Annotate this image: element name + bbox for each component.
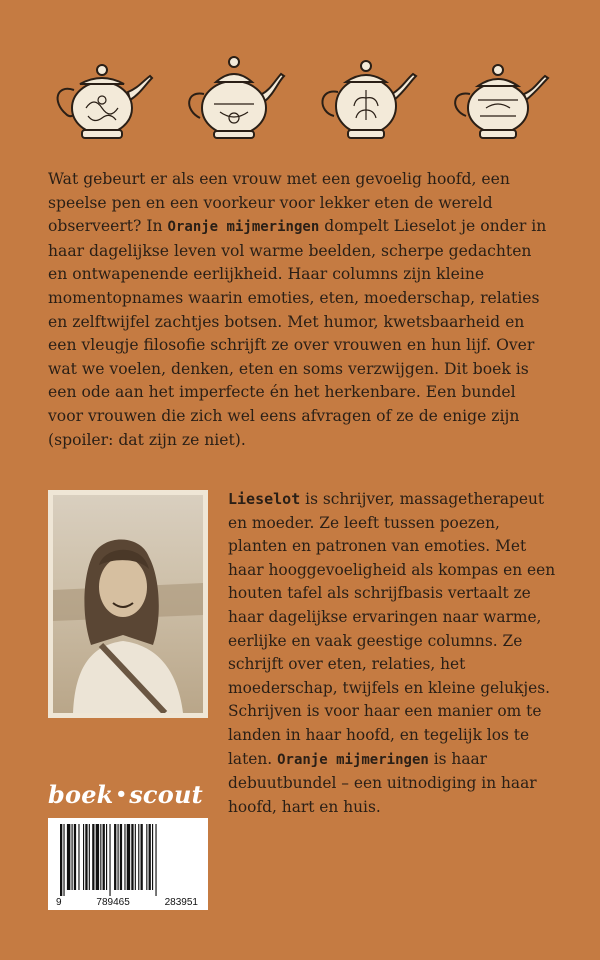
barcode-bar <box>120 824 122 890</box>
isbn-barcode <box>48 818 208 910</box>
barcode-bar <box>103 824 105 890</box>
publisher-logo-dot: • <box>115 784 128 805</box>
publisher-logo-part1: boek <box>48 780 114 809</box>
isbn-number <box>56 897 200 908</box>
publisher-logo-part2: scout <box>129 780 203 809</box>
blurb-text-1: Wat gebeurt er als een vrouw met een gevoelig hoofd, een speelse pen en een voorkeur voor lekker eten de wereld observeert? In <box>48 170 510 236</box>
barcode-bar <box>131 824 133 890</box>
barcode-bar <box>96 824 99 890</box>
barcode-bar <box>92 824 94 890</box>
barcode-bar <box>83 824 84 890</box>
bio-text-1: is schrijver, massagetherapeut en moeder. Ze leeft tussen poezen, planten en patronen van emoties. Met haar hooggevoeligheid als kompas en een houten tafel als schrijfbasis vertaalt ze haar dagelijkse ervaringen naar warme, eerlijke en vaak geestige columns. Ze schrijft over eten, relaties, het moederschap, twijfels en kleine gelukjes. Schrijven is voor haar een manier om te landen in haar hoofd, en tegelijk los te laten. <box>228 490 556 768</box>
barcode-bar <box>85 824 87 890</box>
barcode-bar <box>152 824 153 890</box>
barcode-bar <box>124 824 125 890</box>
barcode-bar <box>60 824 62 896</box>
barcode-bar <box>89 824 90 890</box>
book-title: Oranje mijmeringen <box>167 219 320 236</box>
author-photo <box>48 490 208 718</box>
barcode-bar <box>118 824 119 890</box>
teapot-icon-4 <box>444 50 552 142</box>
teapot-icon-2 <box>180 50 288 142</box>
barcode-bar <box>72 824 73 890</box>
barcode-bar <box>78 824 79 890</box>
teapot-icon-1 <box>48 50 156 142</box>
barcode-bar <box>141 824 143 890</box>
back-cover-blurb <box>48 168 554 452</box>
isbn-digits-left: 789465 <box>96 897 130 908</box>
bio-text-2: is haar debuutbundel – een uitnodiging in haar hoofd, hart en huis. <box>228 749 537 816</box>
barcode-bar <box>127 824 130 890</box>
barcode-bar <box>109 824 110 896</box>
isbn-digit-prefix: 9 <box>56 897 62 908</box>
barcode-bar <box>67 824 70 890</box>
blurb-text-2: dompelt Lieselot je onder in haar dagelijkse leven vol warme beelden, scherpe gedachten en ontwapenende eerlijkheid. Haar columns zijn kleine momentopnames waarin emoties, eten, moederschap, relaties en zelftwijfel zachtjes botsen. Met humor, kwetsbaarheid en een vleugje filosofie schrijft ze over vrouwen en hun lijf. Over wat we voelen, denken, eten en soms verzwijgen. Dit boek is een ode aan het imperfecte én het herkenbare. Een bundel voor vrouwen die zich wel eens afvragen of ze de enige zijn (spoiler: dat zijn ze niet). <box>48 217 547 449</box>
author-name: Lieselot <box>228 490 301 508</box>
barcode-bar <box>149 824 151 890</box>
barcode-bars <box>56 824 200 896</box>
barcode-bar <box>106 824 107 890</box>
barcode-bar <box>135 824 136 890</box>
barcode-bar <box>155 824 156 896</box>
barcode-bar <box>63 824 64 896</box>
barcode-bar <box>100 824 101 890</box>
barcode-bar <box>74 824 76 890</box>
barcode-bar <box>138 824 139 890</box>
teapot-illustrations <box>48 42 552 142</box>
teapot-icon-3 <box>312 50 420 142</box>
barcode-bar <box>114 824 116 890</box>
barcode-bar <box>146 824 147 890</box>
isbn-digits-right: 283951 <box>164 897 198 908</box>
author-bio <box>228 488 558 819</box>
publisher-logo <box>48 780 203 809</box>
bio-book-title: Oranje mijmeringen <box>277 751 429 768</box>
